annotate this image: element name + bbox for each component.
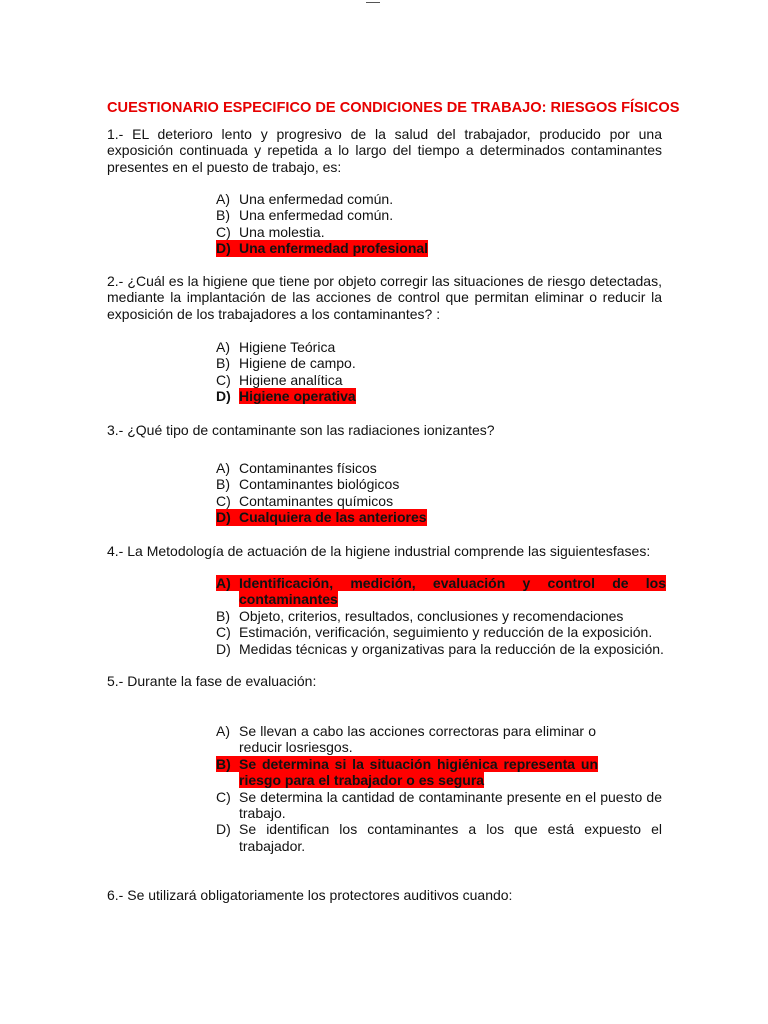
answer-1a: A) Una enfermedad común. xyxy=(216,191,394,207)
question-2: 2.- ¿Cuál es la higiene que tiene por objeto corregir las situaciones de riesgo detectadas, mediante la implantación de las acciones de control que permitan eliminar o reducir la exposición de los trabajadores a los contaminantes? : xyxy=(107,273,662,322)
answer-1d-correct: D) Una enfermedad profesional xyxy=(216,240,429,257)
answer-3d-correct: D) Cualquiera de las anteriores xyxy=(216,509,427,526)
page-top-mark xyxy=(366,0,380,3)
document-title: CUESTIONARIO ESPECIFICO DE CONDICIONES DE TRABAJO: RIESGOS FÍSICOS xyxy=(107,100,680,116)
answer-1b: B) Una enfermedad común. xyxy=(216,207,394,224)
answer-4c: C) Estimación, verificación, seguimiento y reducción de la exposición. xyxy=(216,624,653,641)
answer-3c: C) Contaminantes químicos xyxy=(216,492,394,509)
answer-3b: B) Contaminantes biológicos xyxy=(216,476,400,493)
answer-5a: A) Se llevan a cabo las acciones correctoras para eliminar o reducir losriesgos. xyxy=(216,723,596,756)
answer-5d: D) Se identifican los contaminantes a los que está expuesto el trabajador. xyxy=(216,821,662,854)
answer-4b: B) Objeto, criterios, resultados, conclusiones y recomendaciones xyxy=(216,607,624,624)
answer-4a-correct: A) Identificación, medición, evaluación y control de los contaminantes xyxy=(216,575,666,608)
answer-1c: C) Una molestia. xyxy=(216,223,325,240)
answer-5b-correct: B) Se determina si la situación higiénica representa un riesgo para el trabajador o es segura xyxy=(216,755,598,789)
answer-2b: B) Higiene de campo. xyxy=(216,355,356,372)
question-5: 5.- Durante la fase de evaluación: xyxy=(107,673,317,689)
answers-5 xyxy=(216,723,662,854)
answers-4 xyxy=(216,575,666,657)
question-3: 3.- ¿Qué tipo de contaminante son las radiaciones ionizantes? xyxy=(107,422,495,438)
answer-2d-correct: D) Higiene operativa xyxy=(216,388,356,405)
answers-3 xyxy=(216,460,666,526)
answer-4d: D) Medidas técnicas y organizativas para la reducción de la exposición. xyxy=(216,640,664,657)
answer-2a: A) Higiene Teórica xyxy=(216,339,336,355)
question-6: 6.- Se utilizará obligatoriamente los protectores auditivos cuando: xyxy=(107,887,513,903)
answers-1 xyxy=(216,191,666,257)
question-4: 4.- La Metodología de actuación de la higiene industrial comprende las siguientesfases: xyxy=(107,543,651,559)
answers-2 xyxy=(216,339,666,405)
answer-3a: A) Contaminantes físicos xyxy=(216,460,377,476)
question-1: 1.- EL deterioro lento y progresivo de la salud del trabajador, producido por una exposición continuada y repetida a lo largo del tiempo a determinados contaminantes presentes en el puesto de trabajo, es: xyxy=(107,126,662,175)
answer-2c: C) Higiene analítica xyxy=(216,371,343,388)
answer-5c: C) Se determina la cantidad de contaminante presente en el puesto de trabajo. xyxy=(216,788,662,822)
